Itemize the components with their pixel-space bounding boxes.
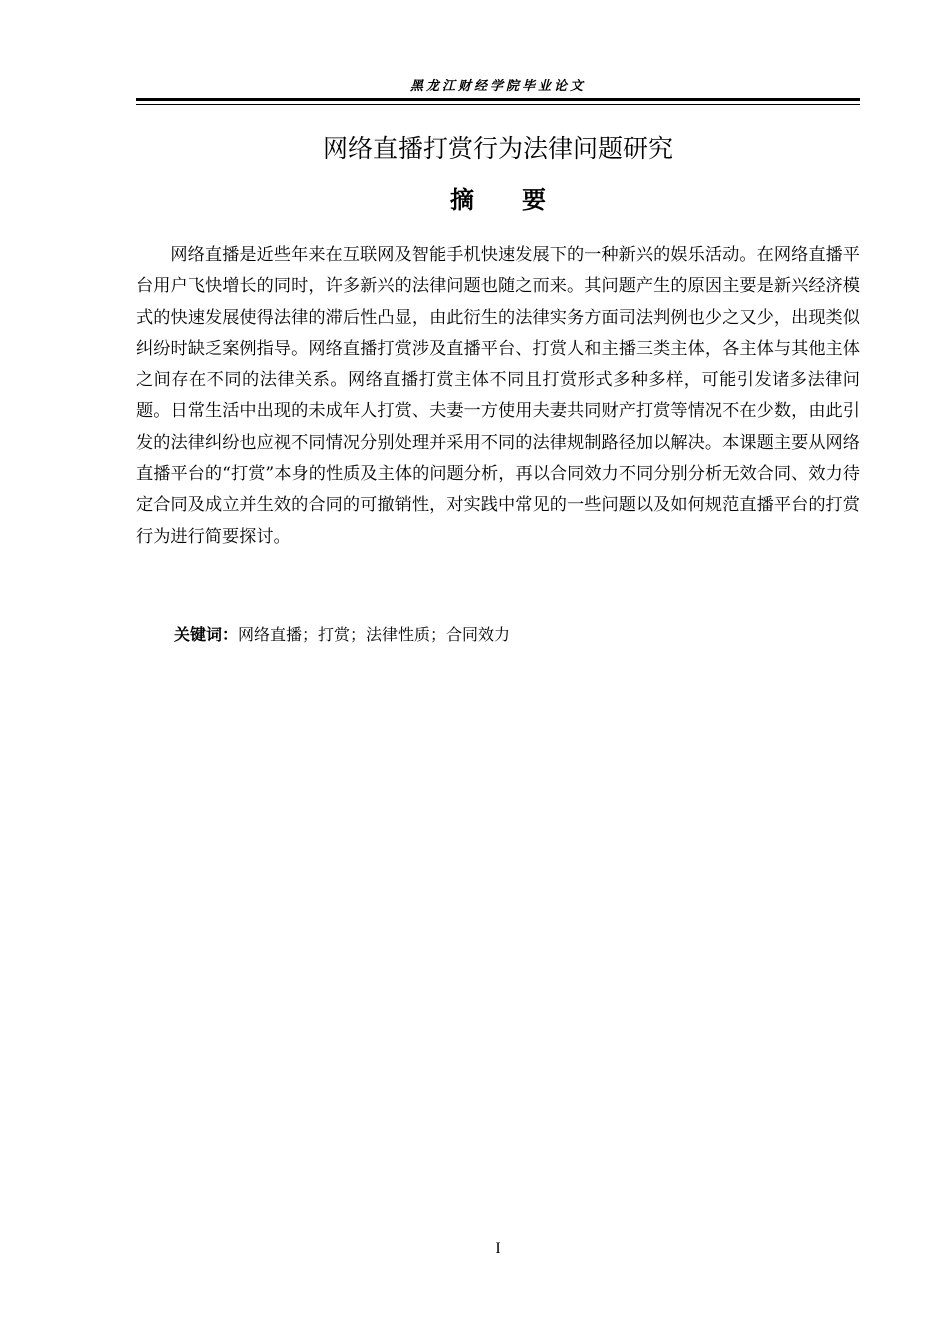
keywords-line <box>174 621 510 649</box>
abstract-heading-char-1: 摘 <box>450 186 474 214</box>
abstract-heading <box>136 184 860 216</box>
header-rule-thin <box>136 104 860 105</box>
page-number: I <box>495 1240 501 1257</box>
document-title: 网络直播打赏行为法律问题研究 <box>322 134 673 163</box>
running-header: 黑龙江财经学院毕业论文 <box>409 79 586 94</box>
keywords-text: 网络直播；打赏；法律性质；合同效力 <box>238 625 511 644</box>
header-rule-thick <box>136 98 860 101</box>
abstract-body: 网络直播是近些年来在互联网及智能手机快速发展下的一种新兴的娱乐活动。在网络直播平台用户飞快增长的同时，许多新兴的法律问题也随之而来。其问题产生的原因主要是新兴经济模式的快速发展使得法律的滞后性凸显，由此衍生的法律实务方面司法判例也少之又少，出现类似纠纷时缺乏案例指导。网络直播打赏涉及直播平台、打赏人和主播三类主体，各主体与其他主体之间存在不同的法律关系。网络直播打赏主体不同且打赏形式多种多样，可能引发诸多法律问题。日常生活中出现的未成年人打赏、夫妻一方使用夫妻共同财产打赏等情况不在少数，由此引发的法律纠纷也应视不同情况分别处理并采用不同的法律规制路径加以解决。本课题主要从网络直播平台的“打赏”本身的性质及主体的问题分析，再以合同效力不同分别分析无效合同、效力待定合同及成立并生效的合同的可撤销性，对实践中常见的一些问题以及如何规范直播平台的打赏行为进行简要探讨。 <box>136 245 860 547</box>
keywords-label: 关键词： <box>174 625 239 644</box>
abstract-heading-char-2: 要 <box>522 186 546 214</box>
